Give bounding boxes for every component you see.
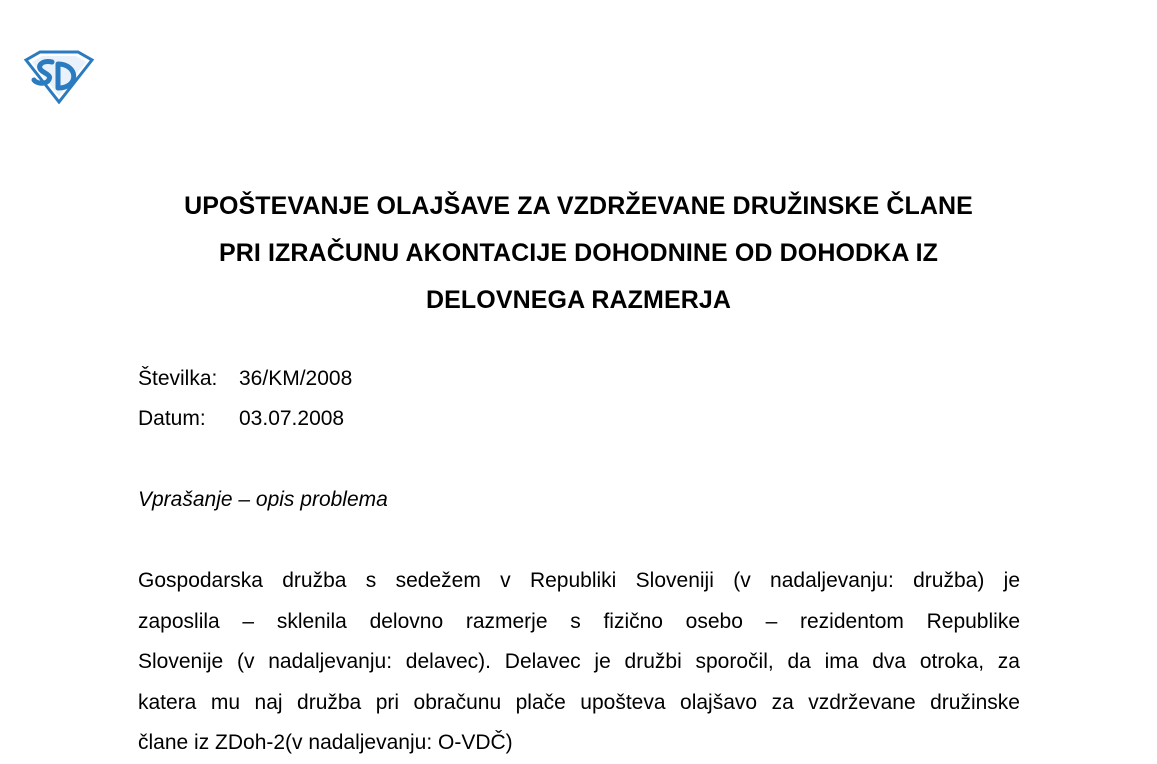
- number-label: Številka:: [138, 367, 218, 390]
- document-number-row: [138, 367, 352, 391]
- logo-icon: [22, 46, 96, 104]
- date-label: Datum:: [138, 407, 206, 430]
- paragraph-line: člane iz ZDoh-2(v nadaljevanju: O-VDČ): [138, 731, 513, 754]
- document-date-row: [138, 407, 344, 431]
- number-value: 36/KM/2008: [239, 367, 353, 390]
- paragraph-line: katera mu naj družba pri obračunu plače upošteva olajšavo za vzdrževane družinske: [138, 690, 1020, 714]
- section-heading: Vprašanje – opis problema: [138, 488, 388, 511]
- date-value: 03.07.2008: [239, 407, 345, 430]
- paragraph-line: Gospodarska družba s sedežem v Republiki Sloveniji (v nadaljevanju: družba) je: [138, 569, 1020, 592]
- paragraph-line: Slovenije (v nadaljevanju: delavec). Delavec je družbi sporočil, da ima dva otroka, za: [138, 650, 1020, 673]
- title-line-1: UPOŠTEVANJE OLAJŠAVE ZA VZDRŽEVANE DRUŽINSKE ČLANE: [184, 192, 973, 220]
- document-title: [0, 183, 1157, 324]
- title-line-3: DELOVNEGA RAZMERJA: [425, 286, 732, 314]
- body-paragraph: [138, 561, 1020, 764]
- title-line-2: PRI IZRAČUNU AKONTACIJE DOHODNINE OD DOHODKA IZ: [218, 239, 939, 267]
- paragraph-line: zaposlila – sklenila delovno razmerje s fizično osebo – rezidentom Republike: [138, 609, 1020, 633]
